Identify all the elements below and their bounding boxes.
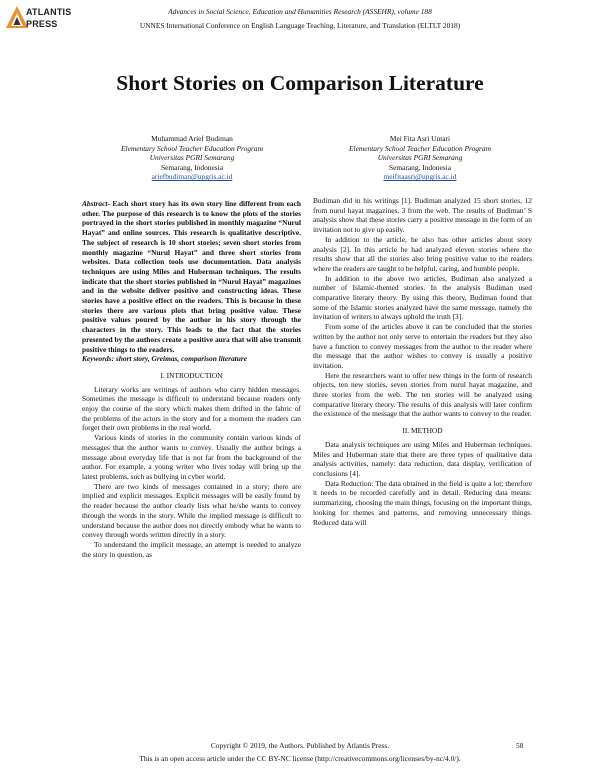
author-program: Elementary School Teacher Education Program bbox=[121, 143, 263, 153]
journal-header: Advances in Social Science, Education and Humanities Research (ASSEHR), volume 188 bbox=[168, 7, 432, 16]
author-name: Muhammad Arief Budiman bbox=[151, 134, 233, 143]
copyright-line: Copyright © 2019, the Authors. Published by Atlantis Press. bbox=[210, 741, 390, 750]
paragraph: To understand the implicit message, an attempt is needed to analyze the story in question, as bbox=[82, 539, 301, 559]
paragraph: Budiman did in his writings [1]. Budiman analyzed 15 short stories, 12 from nurul hayat magazines, 3 from the web. The results of Budiman’ S analysis show that these stories carry a positive message in the form of an invitation not to give up easily. bbox=[313, 196, 532, 235]
author-university: Universitas PGRI Semarang bbox=[149, 153, 235, 163]
paragraph: From some of the articles above it can be concluded that the stories written by the author not only serve to entertain the readers but they also have a function to convey messages from the author to the reader where the message that the author wishes to convey is usually a positive invitation. bbox=[313, 322, 532, 370]
license-line: This is an open access article under the CC BY-NC license (http://creativecommons.org/licenses/by-nc/4.0/). bbox=[139, 754, 461, 763]
paragraph: Various kinds of stories in the community contain various kinds of messages that the author wants to convey. Usually the author brings a message about everyday life that is not far from the background of the author. For example, a young writer who lives today will bring up the latest problems, such as bullying in cyber world. bbox=[82, 433, 301, 481]
author-city: Semarang, Indonesia bbox=[161, 162, 223, 172]
paragraph: Literary works are writings of authors who carry hidden messages. Sometimes the message is difficult to understand because readers only enjoy the course of the story which makes them drifted in the fabric of the problems of the actors in the story and for a moment the readers can forget their own problems in the real world. bbox=[82, 384, 301, 433]
conference-header: UNNES International Conference on English Language Teaching, Literature, and Translation (ELTLT 2018) bbox=[139, 21, 461, 30]
paragraph: There are two kinds of messages contained in a story; there are implied and explicit messages. Explicit messages will be easily found by the reader because the author clearly lists what he/she wants to convey through the words in the story. While the implied message is difficult to understand because the author does not directly embody what he wants to convey through words written directly in a story. bbox=[82, 481, 301, 540]
author-city: Semarang, Indonesia bbox=[389, 162, 451, 172]
abstract-label: Abstract bbox=[82, 199, 108, 208]
page-number: 58 bbox=[516, 741, 524, 750]
left-column bbox=[82, 199, 301, 559]
paragraph: Data analysis techniques are using Miles and Huberman techniques. Miles and Huberman state that there are three types of qualitative data analysis activities, namely: data reduction, data display, verification of conclusions [4]. bbox=[313, 439, 532, 478]
logo-line1: ATLANTIS bbox=[26, 7, 72, 17]
section-heading-introduction: I. INTRODUCTION bbox=[160, 370, 223, 380]
paragraph: Here the researchers want to offer new things in the form of research objects, ten new stories, seven stories from nurul hayat magazine, and three stories from the web. The ten stories will be analyzed using comparative literary theory. The results of this analysis will later confirm the existence of the message that the author wants to convey to the reader. bbox=[313, 370, 532, 419]
abstract-text: - Each short story has its own story line different from each other. The purpose of this research is to know the plots of the stories portrayed in the short stories published in monthly magazine “Nurul Hayat” and online sources. This research is qualitative descriptive. The subject of research is 10 short stories; seven short stories from monthly magazine “Nurul Hayat” and three short stories from websites. Data collection tools use documentation. Data analysis techniques are using Miles and Huberman techniques. The results indicate that the short stories published in “Nurul Hayat” magazines and in the website deliver positive and constructing ideas. These stories have a positive effect on the readers. This is because in these stories there are various plots that bring positive value. These positive values poured by the author in his story through the characters in the story. This leads to the fact that the stories presented by the authors create a positive aura that will also transmit positive things to the readers. bbox=[82, 199, 301, 354]
abstract bbox=[82, 199, 301, 354]
paragraph: In addition to the above two articles, Budiman also analyzed a number of Islamic-themed stories. In the analysis Budiman used comparative literary theory. By using this theory, Budiman found that some of the Islamic stories analyzed have the same message, namely the invitation of writers to always uphold the truth [3]. bbox=[313, 273, 532, 322]
paragraph: In addition to the article, he also has other articles about story analysis [2]. In this article he had analyzed eleven stories where the results show that all the stories also bring positive value to the readers where the readers are taught to be helpful, caring, and humble people. bbox=[313, 234, 532, 273]
paper-title: Short Stories on Comparison Literature bbox=[116, 71, 484, 95]
author-email-link[interactable]: meifitaasri@upgris.ac.id bbox=[383, 172, 457, 182]
keywords: Keywords: short story, Greimas, comparison literature bbox=[82, 354, 248, 364]
paragraph: Data Reduction: The data obtained in the field is quite a lot; therefore it needs to be recorded carefully and in detail. Reducing data means: summarizing, choosing the main things, focusing on the important things, looking for themes and patterns, and removing unnecessary things. Reduced data will bbox=[313, 478, 532, 527]
author-name: Mei Fita Asri Untari bbox=[389, 134, 451, 143]
author-block-1 bbox=[82, 134, 302, 182]
section-heading-method: II. METHOD bbox=[402, 426, 443, 436]
author-program: Elementary School Teacher Education Program bbox=[349, 143, 491, 153]
author-email-link[interactable]: ariefbudiman@upgris.ac.id bbox=[151, 172, 233, 182]
author-university: Universitas PGRI Semarang bbox=[377, 153, 463, 163]
right-column bbox=[313, 196, 532, 527]
author-block-2 bbox=[310, 134, 530, 182]
logo-line2: PRESS bbox=[26, 19, 58, 29]
